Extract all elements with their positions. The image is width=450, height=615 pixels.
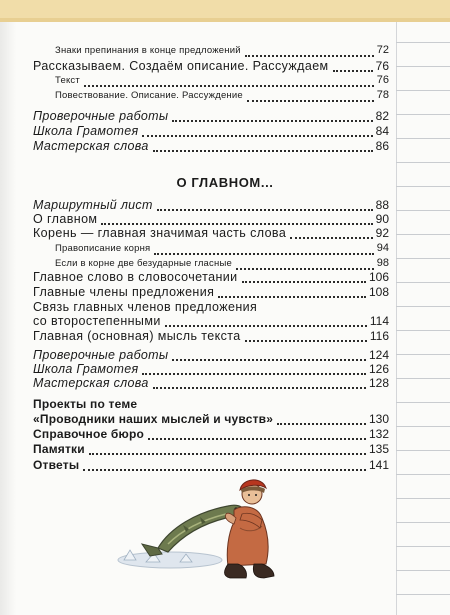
toc-entry-title: Ответы [33, 458, 80, 472]
toc-entry[interactable] [33, 44, 389, 60]
toc-entry-title: Проверочные работы [33, 348, 169, 362]
dot-leader [333, 69, 373, 72]
toc-entry-title: Правописание корня [55, 243, 151, 254]
toc-entry-page: 88 [375, 198, 389, 212]
toc-entry-title: Главное слово в словосочетании [33, 270, 238, 284]
toc-entry-page: 98 [376, 257, 389, 269]
toc-entry[interactable] [33, 427, 389, 443]
toc-entry[interactable] [33, 458, 389, 474]
toc-entry[interactable] [33, 329, 389, 345]
toc-entry-page: 86 [375, 139, 389, 153]
toc-entry-page: 126 [368, 362, 389, 376]
dot-leader [153, 149, 373, 152]
toc-entry-page: 90 [375, 212, 389, 226]
toc-entry-page: 130 [368, 412, 389, 426]
toc-entry-title: Главные члены предложения [33, 285, 215, 299]
toc-entry-title: Повествование. Описание. Рассуждение [55, 90, 243, 101]
dot-leader [84, 84, 374, 87]
dot-leader [277, 422, 366, 425]
toc-entry[interactable] [33, 270, 389, 286]
dot-leader [83, 468, 366, 471]
toc-entry-page: 84 [375, 124, 389, 138]
toc-entry-page: 135 [368, 442, 389, 456]
dot-leader [142, 372, 365, 375]
toc-entry-title: О главном [33, 212, 98, 226]
toc-entry-title[interactable]: Проекты по теме [33, 397, 138, 411]
dot-leader [101, 222, 372, 225]
toc-entry-title: «Проводники наших мыслей и чувств» [33, 412, 274, 426]
toc-entry-page: 82 [375, 109, 389, 123]
toc-entry-page: 106 [368, 270, 389, 284]
toc-entry-page: 94 [376, 242, 389, 254]
toc-entry-page: 116 [369, 329, 389, 343]
toc-entry-title: Маршрутный лист [33, 198, 153, 212]
toc-entry[interactable] [33, 314, 389, 330]
toc-entry-title: Знаки препинания в конце предложений [55, 45, 241, 56]
toc-entry[interactable] [33, 376, 389, 392]
toc-entry-title: Если в корне две безударные гласные [55, 258, 232, 269]
toc-entry-title[interactable]: Связь главных членов предложения [33, 300, 258, 314]
section-heading: О ГЛАВНОМ... [176, 175, 274, 190]
toc-entry-title: со второстепенными [33, 314, 161, 328]
toc-entry-title: Корень — главная значимая часть слова [33, 226, 287, 240]
dot-leader [142, 134, 372, 137]
toc-entry[interactable] [33, 412, 389, 428]
dot-leader [242, 280, 366, 283]
toc-entry-page: 72 [376, 44, 389, 56]
toc-entry-title: Школа Грамотея [33, 124, 139, 138]
toc-entry[interactable] [33, 109, 389, 125]
dot-leader [245, 339, 367, 342]
toc-entry[interactable] [33, 442, 389, 458]
toc-entry-page: 76 [376, 74, 389, 86]
dot-leader [165, 324, 367, 327]
toc-entry-page: 141 [368, 458, 389, 472]
dot-leader [218, 295, 366, 298]
toc-entry[interactable] [33, 226, 389, 242]
dot-leader [245, 54, 374, 57]
dot-leader [247, 99, 374, 102]
toc-entry-title: Памятки [33, 442, 85, 456]
toc-entry-title: Проверочные работы [33, 109, 169, 123]
dot-leader [89, 452, 366, 455]
toc-entry-title: Мастерская слова [33, 376, 149, 390]
toc-entry[interactable] [33, 242, 389, 258]
dot-leader [148, 437, 366, 440]
toc-entry[interactable] [33, 59, 389, 75]
toc-entry-title: Школа Грамотея [33, 362, 139, 376]
toc-entry-page: 76 [375, 59, 389, 73]
toc-entry-page: 114 [369, 314, 389, 328]
toc-entry[interactable] [33, 124, 389, 140]
toc-entry-title: Мастерская слова [33, 139, 149, 153]
dot-leader [172, 119, 372, 122]
toc-entry[interactable] [33, 139, 389, 155]
toc-entry[interactable] [33, 89, 389, 105]
toc-entry-page: 92 [375, 226, 389, 240]
toc-entry-title: Текст [55, 75, 80, 86]
toc-entry[interactable] [33, 285, 389, 301]
toc-entry-title: Рассказываем. Создаём описание. Рассуждаем [33, 59, 329, 73]
dot-leader [290, 236, 372, 239]
dot-leader [157, 208, 373, 211]
boy-holding-pike-illustration [110, 474, 310, 586]
toc-entry-page: 124 [368, 348, 389, 362]
toc-entry-page: 108 [368, 285, 389, 299]
dot-leader [154, 252, 373, 255]
dot-leader [153, 386, 366, 389]
dot-leader [172, 358, 366, 361]
toc-entry[interactable] [33, 74, 389, 90]
toc-entry-page: 132 [368, 427, 389, 441]
toc-entry-page: 128 [368, 376, 389, 390]
toc-entry-title: Главная (основная) мысль текста [33, 329, 241, 343]
toc-entry-page: 78 [376, 89, 389, 101]
toc-entry-title: Справочное бюро [33, 427, 145, 441]
